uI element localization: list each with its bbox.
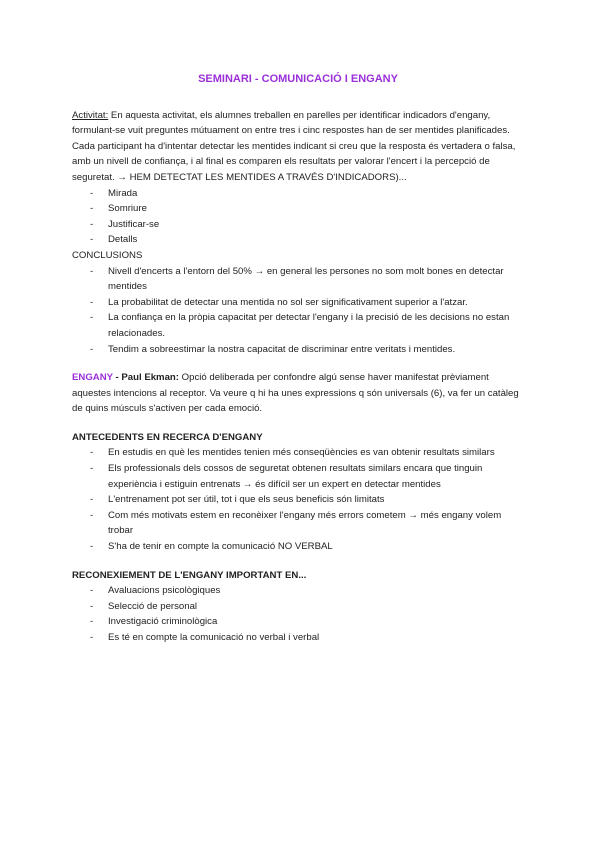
page-title: SEMINARI - COMUNICACIÓ I ENGANY [198,73,398,85]
antecedents-heading: ANTECEDENTS EN RECERCA D'ENGANY [72,431,263,443]
list-item: - La confiança en la pròpia capacitat per detectar l'engany i la precisió de les decisions no estan relacionades. [72,310,524,341]
list-item: - En estudis en què les mentides tenien més conseqüències es van obtenir resultats similars [72,445,524,461]
engany-paragraph [72,370,524,417]
conclusions-list [72,264,524,358]
list-item: - Nivell d'encerts a l'entorn del 50% → en general les persones no som molt bones en detectar mentides [72,264,524,295]
indicators-list [72,186,524,248]
list-item: - S'ha de tenir en compte la comunicació NO VERBAL [72,539,524,555]
list-item: - Mirada [72,186,524,202]
spacer [72,555,524,568]
engany-text: Opció deliberada per confondre algú sense haver manifestat prèviament aquestes intencions al receptor. Va veure q hi ha unes expressions q són universals (6), va fer un catàleg de quins músculs s'activen per cada emoció. [72,372,519,415]
antecedents-list [72,445,524,554]
list-item: - Avaluacions psicològiques [72,583,524,599]
activity-paragraph [72,108,524,186]
conclusions-heading: CONCLUSIONS [72,249,143,261]
list-item: - Somriure [72,201,524,217]
engany-author: - Paul Ekman: [112,372,179,384]
list-item: - L'entrenament pot ser útil, tot i que els seus beneficis són limitats [72,492,524,508]
activity-label: Activitat: [72,109,109,121]
list-item: - Justificar-se [72,217,524,233]
activity-text: En aquesta activitat, els alumnes treballen en parelles per identificar indicadors d'engany, formulant-se vuit preguntes mútuament on entre tres i cinc respostes han de ser mentides planificades. Cada participant ha d'intentar detectar les mentides indicant si creu que la resposta és vertadera o falsa, amb un nivell de confiança, i al final es comparen els resultats per valorar l'encert i la percepció de seguretat. → HEM DETECTAT LES MENTIDES A TRAVÉS D'INDICADORS)... [72,109,516,183]
list-item: - Selecció de personal [72,599,524,615]
reconeixement-list [72,583,524,645]
list-item: - Detalls [72,232,524,248]
list-item: - Tendim a sobreestimar la nostra capacitat de discriminar entre veritats i mentides. [72,342,524,358]
list-item: - Es té en compte la comunicació no verbal i verbal [72,630,524,646]
list-item: - Com més motivats estem en reconèixer l'engany més errors cometem → més engany volem trobar [72,508,524,539]
list-item: - Investigació criminològica [72,614,524,630]
spacer [72,357,524,370]
list-item: - Els professionals dels cossos de seguretat obtenen resultats similars encara que tinguin experiència i estiguin entrenats → és difícil ser un expert en detectar mentides [72,461,524,492]
reconeixement-heading: RECONEXIEMENT DE L'ENGANY IMPORTANT EN... [72,569,307,581]
spacer [72,417,524,430]
engany-term: ENGANY [72,372,113,384]
list-item: - La probabilitat de detectar una mentida no sol ser significativament superior a l'atzar. [72,295,524,311]
